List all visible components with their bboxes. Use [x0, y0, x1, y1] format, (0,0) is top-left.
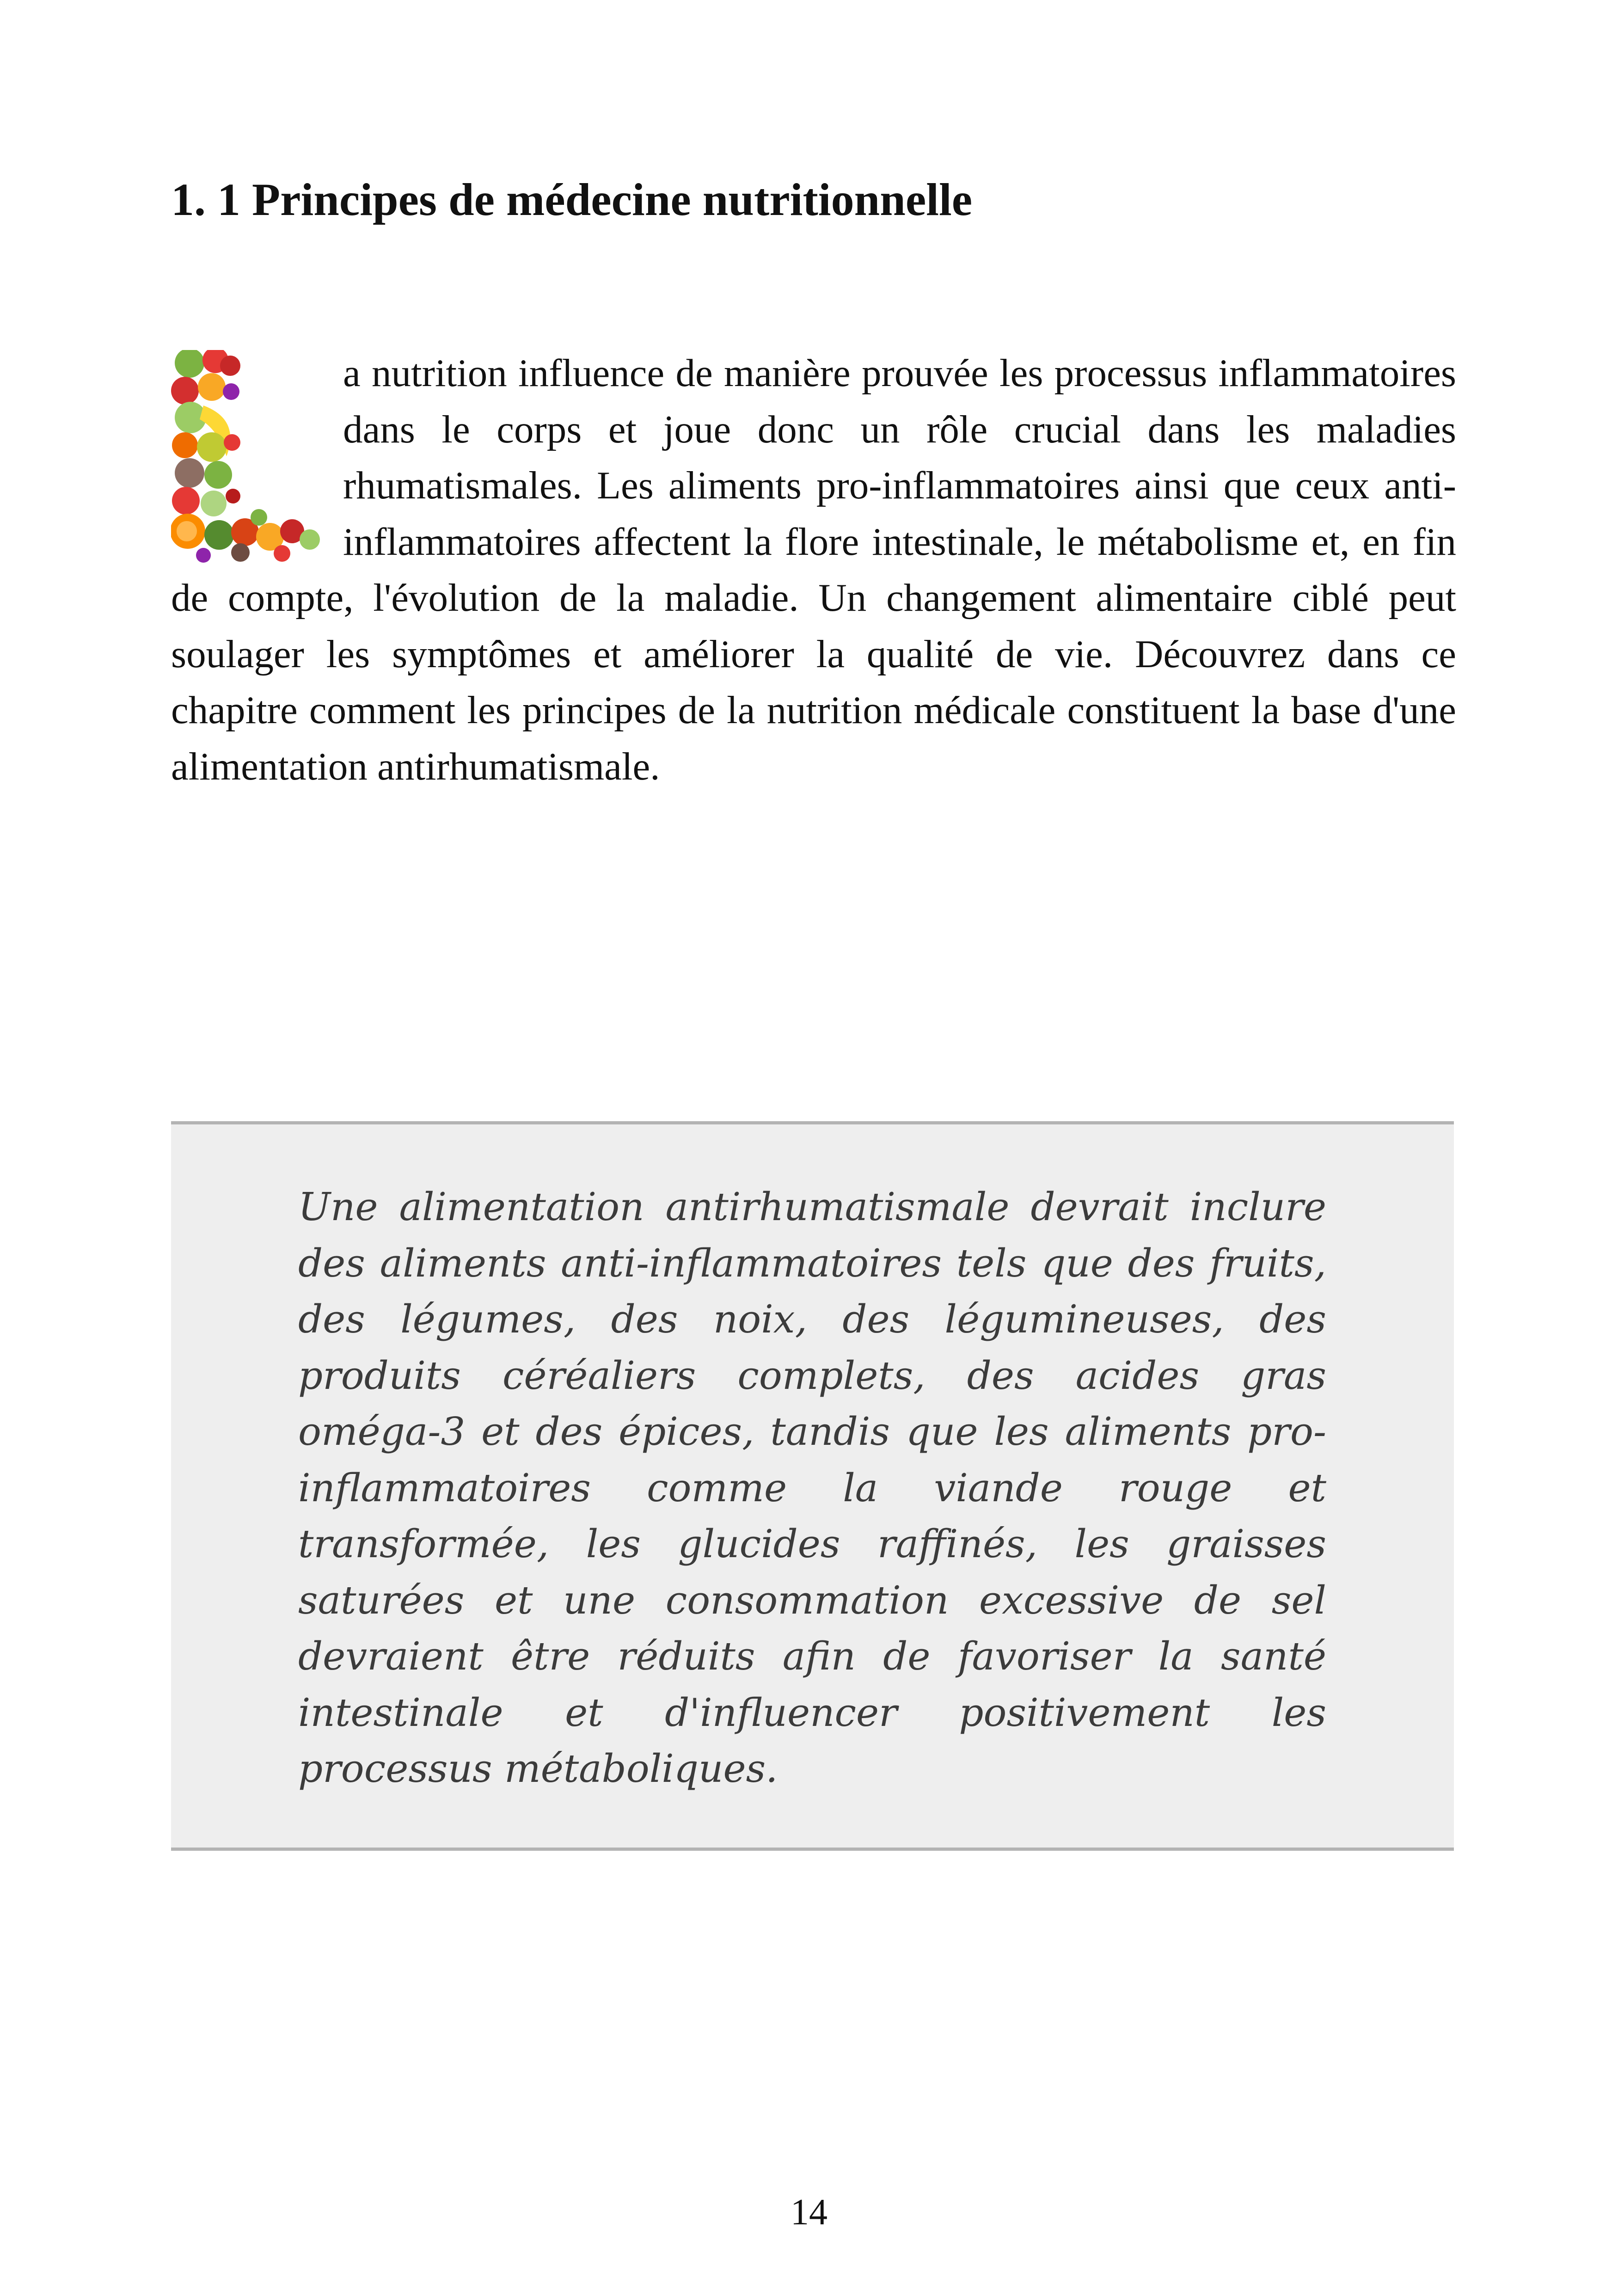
intro-paragraph: [171, 345, 1456, 795]
page-number: 14: [791, 2192, 827, 2233]
intro-text: a nutrition influence de manière prouvée les processus inflammatoires dans le corps et joue donc un rôle crucial dans les maladies rhumatismales. Les aliments pro-inflammatoires ainsi que ceux anti-inflammatoires affectent la flore intestinale, le métabolisme et, en fin de compte, l'évolution de la maladie. Un changement alimentaire ciblé peut soulager les symptômes et améliorer la qualité de vie. Découvrez dans ce chapitre comment les principes de la nutrition médicale constituent la base d'une alimentation antirhumatismale.: [171, 351, 1456, 788]
page-title: 1. 1 Principes de médecine nutritionnelle: [171, 174, 973, 225]
callout-text: Une alimentation antirhumatismale devrait inclure des aliments anti-inflammatoires tels que des fruits, des légumes, des noix, des légumineuses, des produits céréaliers complets, des acides gras oméga-3 et des épices, tandis que les aliments pro-inflammatoires comme la viande rouge et transformée, les glucides raffinés, les graisses saturées et une consommation excessive de sel devraient être réduits afin de favoriser la santé intestinale et d'influencer positivement les processus métaboliques.: [298, 1185, 1326, 1791]
callout-box: [171, 1121, 1454, 1851]
fruit-letter-L-icon: [171, 350, 321, 563]
dropcap-fruit-letter-l: [171, 350, 343, 563]
